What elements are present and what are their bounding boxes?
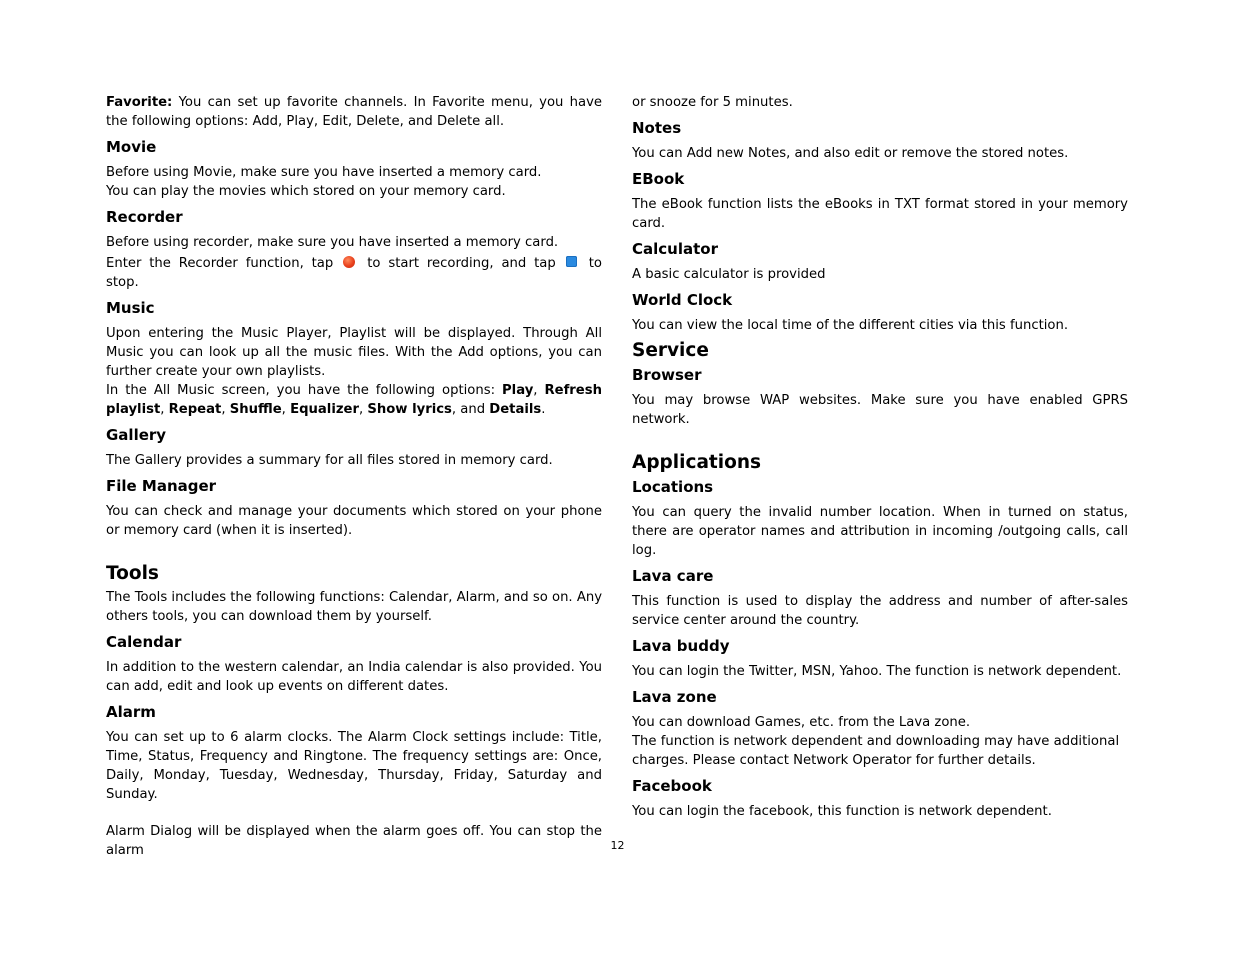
world-clock-heading: World Clock [632,291,733,309]
spacer [106,804,602,822]
alarm-paragraph-1: You can set up to 6 alarm clocks. The Alarm Clock settings include: Title, Time, Status, Frequency and Ringtone. The frequency settings are: Once, Daily, Monday, Tuesday, Wednesday, Thursday, Friday, Saturday and Sunday. [106,730,602,802]
file-manager-heading: File Manager [106,477,217,495]
facebook-heading: Facebook [632,777,712,795]
lava-zone-heading: Lava zone [632,688,717,706]
calendar-heading: Calendar [106,633,182,651]
separator: . [541,402,546,417]
lava-buddy-text: You can login the Twitter, MSN, Yahoo. The function is network dependent. [632,664,1122,679]
recorder-heading: Recorder [106,208,183,226]
left-column [106,93,602,860]
music-option: Show lyrics [367,402,452,417]
gallery-heading: Gallery [106,426,167,444]
ebook-heading: EBook [632,170,685,188]
favorite-lead: Favorite: [106,95,173,110]
separator: , [221,402,230,417]
calculator-text: A basic calculator is provided [632,267,826,282]
calendar-text: In addition to the western calendar, an India calendar is also provided. You can add, edit and look up events on different dates. [106,660,602,694]
right-column [632,93,1128,821]
recorder-text-a: Enter the Recorder function, tap [106,256,334,271]
record-icon [343,256,355,268]
movie-heading: Movie [106,138,157,156]
separator: , [358,402,368,417]
ebook-text: The eBook function lists the eBooks in TXT format stored in your memory card. [632,197,1128,231]
locations-text: You can query the invalid number location. When in turned on status, there are operator names and attribution in incoming /outgoing calls, call log. [632,505,1128,558]
music-option: Repeat [168,402,222,417]
file-manager-text: You can check and manage your documents which stored on your phone or memory card (when it is inserted). [106,504,602,538]
stop-icon [566,256,577,267]
alarm-paragraph-2: Alarm Dialog will be displayed when the alarm goes off. You can stop the alarm [106,824,602,858]
facebook-text: You can login the facebook, this function is network dependent. [632,804,1052,819]
music-option: Shuffle [229,402,282,417]
music-heading: Music [106,299,155,317]
lava-buddy-heading: Lava buddy [632,637,730,655]
recorder-text-b: to start recording, and tap [367,256,556,271]
browser-text: You may browse WAP websites. Make sure you have enabled GPRS network. [632,393,1128,427]
service-heading: Service [632,340,709,361]
calculator-heading: Calculator [632,240,718,258]
locations-heading: Locations [632,478,714,496]
alarm-heading: Alarm [106,703,156,721]
tools-heading: Tools [106,563,159,584]
recorder-text-c: to stop. [106,256,602,290]
movie-line-2: You can play the movies which stored on your memory card. [106,184,506,199]
music-options-intro: In the All Music screen, you have the following options: [106,383,503,398]
lava-care-text: This function is used to display the address and number of after-sales service center around the country. [632,594,1128,628]
separator: , and [451,402,490,417]
lava-zone-line-2: The function is network dependent and downloading may have additional charges. Please contact Network Operator for further details. [632,734,1120,768]
music-option: Details [489,402,542,417]
music-paragraph-2 [106,381,602,419]
separator: , [533,383,545,398]
lava-care-heading: Lava care [632,567,714,585]
world-clock-text: You can view the local time of the different cities via this function. [632,318,1069,333]
applications-heading: Applications [632,452,762,473]
notes-text: You can Add new Notes, and also edit or remove the stored notes. [632,146,1069,161]
gallery-text: The Gallery provides a summary for all files stored in memory card. [106,453,553,468]
music-paragraph-1: Upon entering the Music Player, Playlist will be displayed. Through All Music you can look up all the music files. With the Add options, you can further create your own playlists. [106,326,602,379]
movie-line-1: Before using Movie, make sure you have inserted a memory card. [106,165,542,180]
page-number: 12 [610,839,625,852]
lava-zone-line-1: You can download Games, etc. from the Lava zone. [632,715,971,730]
music-option: Play [502,383,534,398]
browser-heading: Browser [632,366,702,384]
separator: , [281,402,291,417]
alarm-continuation: or snooze for 5 minutes. [632,95,793,110]
music-option: Equalizer [290,402,359,417]
recorder-line-2 [106,254,602,292]
music-option: Refresh playlist [106,383,602,417]
separator: , [160,402,169,417]
tools-text: The Tools includes the following functions: Calendar, Alarm, and so on. Any others tools, you can download them by yourself. [106,590,602,624]
notes-heading: Notes [632,119,682,137]
recorder-line-1: Before using recorder, make sure you have inserted a memory card. [106,235,559,250]
favorite-paragraph [106,93,602,131]
favorite-text: You can set up favorite channels. In Favorite menu, you have the following options: Add, Play, Edit, Delete, and Delete all. [106,95,602,129]
